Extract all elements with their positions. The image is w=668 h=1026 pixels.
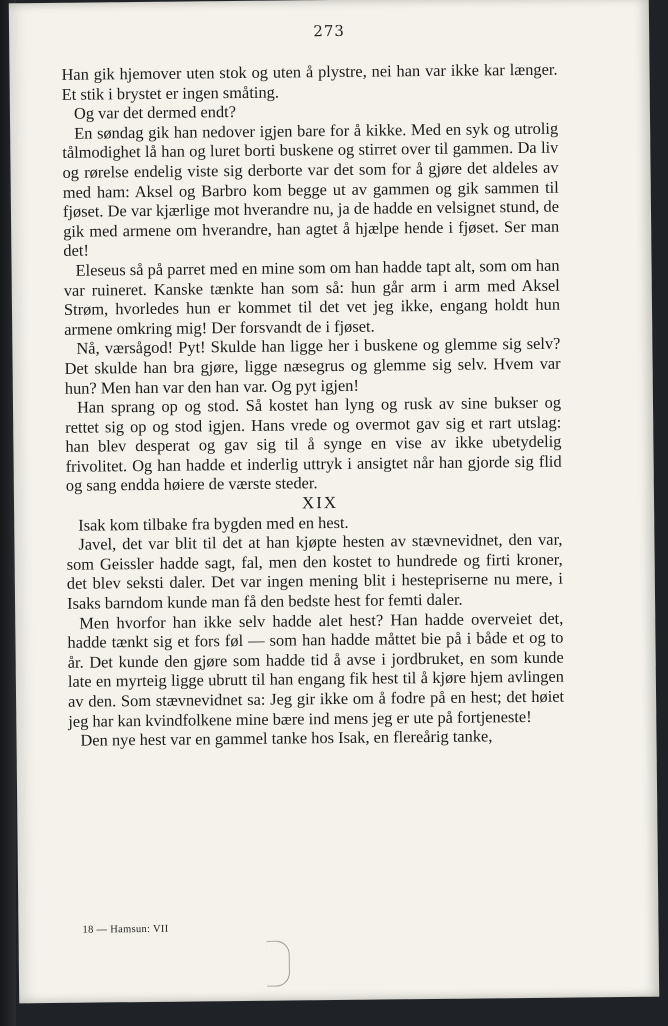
paragraph: Javel, det var blit til det at han kjøpte hesten av stævnevidnet, den var, som Geissler hadde sagt, fal, men den kostet to hundrede og firti kroner, det blev seksti daler. Det var ingen mening blit i hestepriserne nu mere, i Isaks barndom kunde man få den bedste hest for femti daler.: [66, 529, 563, 613]
paragraph: Eleseus så på parret med en mine som om han hadde tapt alt, som om han var ruineret. Kanske tænkte han som så: hun går arm i arm med Aksel Strøm, hvorledes hun er kommet til det vet jeg ikke, engang holdt hun armene omkring mig! Der forsvandt de i fjøset.: [63, 255, 561, 339]
page-tear-mark: [267, 940, 290, 986]
paragraph: Men hvorfor han ikke selv hadde alet hest? Han hadde overveiet det, hadde tænkt sig et fors føl — som han hadde måttet bie på i både et og to år. Det kunde den gjøre som hadde tid å avse i jordbruket, en som kunde late en myrteig ligge ubrutt til han engang fik hest til å kjøre hjem avlingen av den. Som stævnevidnet sa: Jeg gir ikke om å fodre på en hest; det høiet jeg har kan kvindfolkene mine bære ind mens jeg er ute på fortjeneste!: [67, 608, 565, 731]
signature-mark: 18 — Hamsun: VII: [82, 923, 169, 936]
paragraph: Den nye hest var en gammel tanke hos Isak, en flereårig tanke,: [80, 726, 493, 750]
page-number: 273: [313, 21, 345, 41]
chapter-heading: XIX: [301, 493, 339, 513]
paragraph: Han gik hjemover uten stok og uten å plystre, nei han var ikke kar længer. Et stik i brystet er ingen småting.: [61, 59, 558, 104]
paragraph: En søndag gik han nedover igjen bare for å kikke. Med en syk og utrolig tålmodighet lå han og luret borti buskene og stirret over til gammen. Da liv og rørelse endelig viste sig derborte var det som for å gjøre det aldeles av med ham: Aksel og Barbro kom begge ut av gammen og gik sammen til fjøset. De var kjærlige mot hverandre nu, ja de hadde en velsignet stund, de gik med armene om hverandre, han agtet å hjælpe hende i fjøset. Ser man det!: [62, 118, 560, 261]
paragraph: Nå, værsågod! Pyt! Skulde han ligge her i buskene og glemme sig selv? Det skulde han bra gjøre, ligge næsegrus og glemme sig selv. Hvem var hun? Men han var den han var. Og pyt igjen!: [64, 333, 561, 398]
book-page: [9, 0, 659, 1003]
paragraph: Og var det dermed endt?: [73, 102, 237, 123]
paragraph: Han sprang op og stod. Så kostet han lyng og rusk av sine bukser og rettet sig op og stod igjen. Hans vrede og overmot gav sig et rart utslag: han blev desperat og gav sig til å synge en vise av ikke ubetydelig frivolitet. Og han hadde et inderlig uttryk i ansigtet når han gjorde sig flid og sang endda høiere de værste steder.: [65, 392, 562, 496]
body-text: [61, 60, 564, 751]
paragraph: Isak kom tilbake fra bygden med en hest.: [78, 512, 349, 535]
